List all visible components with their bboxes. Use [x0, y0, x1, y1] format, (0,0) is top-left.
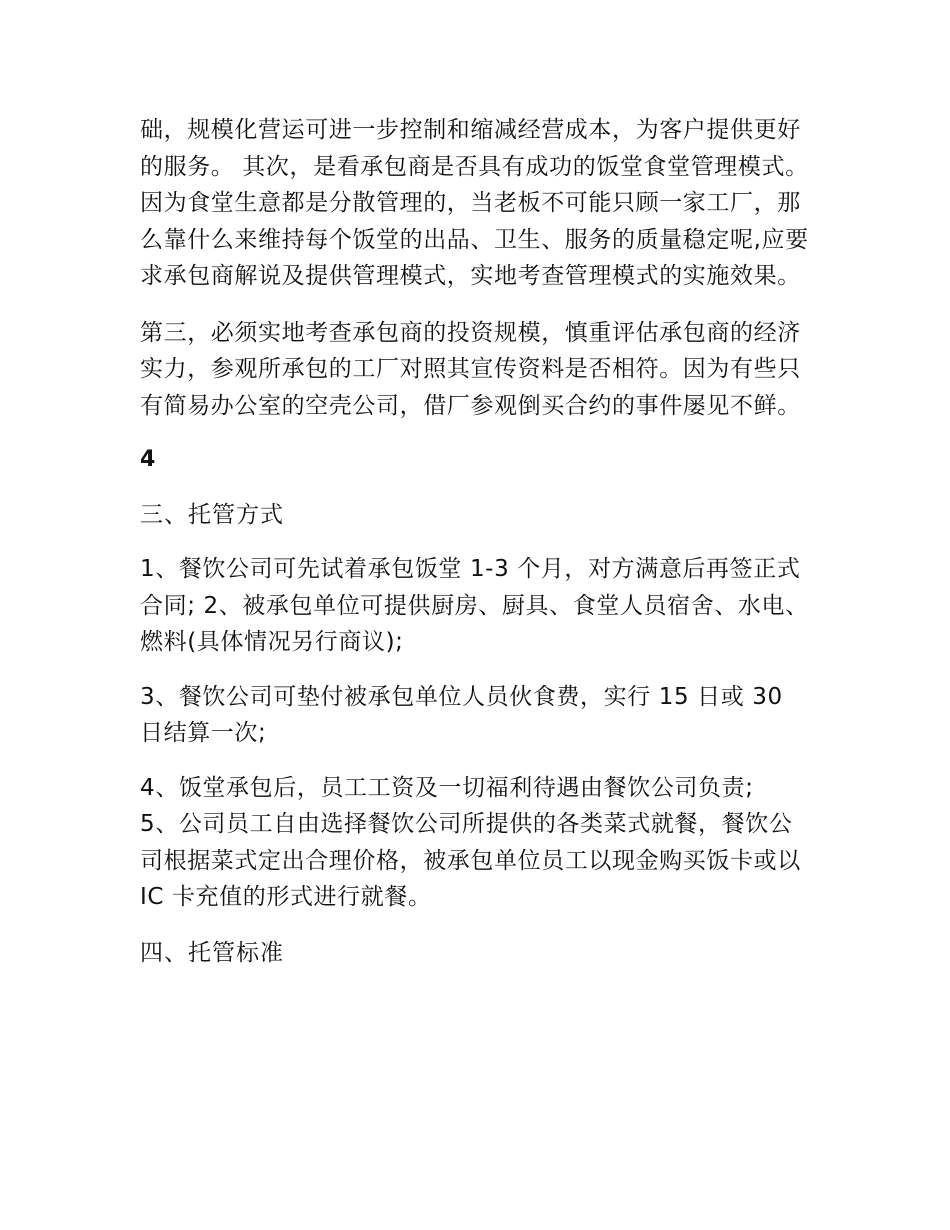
list-item-trial-contract: 1、餐饮公司可先试着承包饭堂 1-3 个月，对方满意后再签正式合同; 2、被承包单位可提供厨房、厨具、食堂人员宿舍、水电、燃料(具体情况另行商议);: [140, 556, 809, 655]
paragraph-investment-scale: 第三，必须实地考查承包商的投资规模，慎重评估承包商的经济实力，参观所承包的工厂对照其宣传资料是否相符。因为有些只有简易办公室的空壳公司，借厂参观倒买合约的事件屡见不鲜。: [140, 319, 801, 419]
page-number: 4: [140, 447, 156, 472]
section-heading-custody-standard: 四、托管标准: [140, 939, 284, 966]
section-heading-custody-method: 三、托管方式: [140, 502, 284, 528]
list-item-meal-choice: 5、公司员工自由选择餐饮公司所提供的各类菜式就餐，餐饮公司根据菜式定出合理价格，被承包单位员工以现金购买饭卡或以 IC 卡充值的形式进行就餐。: [140, 811, 801, 910]
list-item-advance-payment: 3、餐饮公司可垫付被承包单位人员伙食费，实行 15 日或 30 日结算一次;: [140, 683, 783, 746]
list-item-salary-welfare: 4、饭堂承包后，员工工资及一切福利待遇由餐饮公司负责;: [140, 774, 754, 801]
paragraph-management-model: 础，规模化营运可进一步控制和缩减经营成本，为客户提供更好的服务。 其次，是看承包商是否具有成功的饭堂食堂管理模式。因为食堂生意都是分散管理的，当老板不可能只顾一家工厂，那么靠什么来维持每个饭堂的出品、卫生、服务的质量稳定呢,应要求承包商解说及提供管理模式，实地考查管理模式的实施效果。: [140, 117, 809, 289]
